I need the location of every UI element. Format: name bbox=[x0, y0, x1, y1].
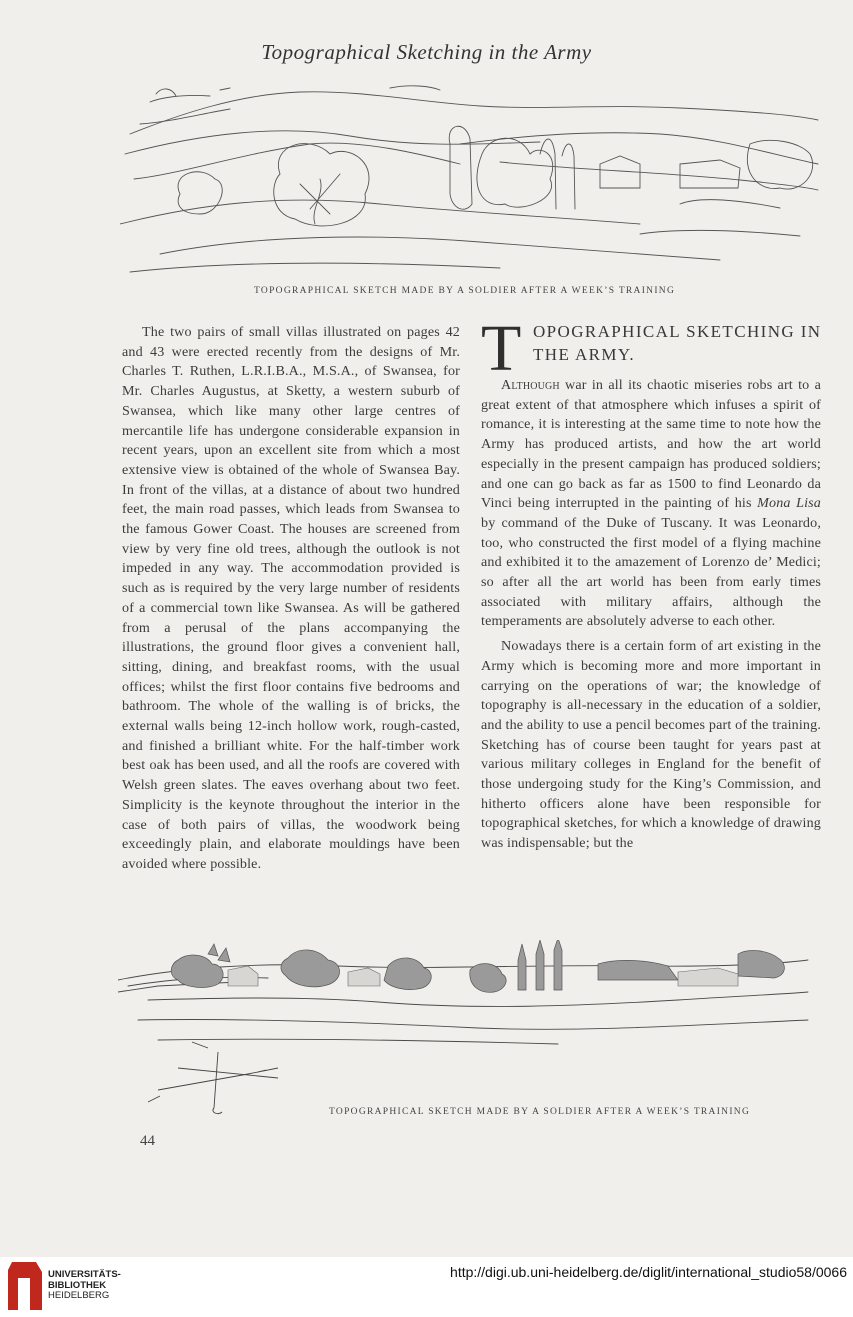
library-name-line: HEIDELBERG bbox=[48, 1290, 110, 1301]
article-title: OPOGRAPHICAL SKETCHING IN THE ARMY. bbox=[533, 322, 822, 364]
source-url-link[interactable]: http://digi.ub.uni-heidelberg.de/diglit/international_studio58/0066 bbox=[450, 1264, 847, 1280]
page-number: 44 bbox=[140, 1133, 155, 1149]
left-column-text: The two pairs of small villas illustrated on pages 42 and 43 were erected recently from the designs of Mr. Charles T. Ruthen, L.R.I.B.A., M.S.A., of Swansea, for Mr. Charles Augustus, at Sketty, a western suburb of Swansea, which like many other large centres of mercantile life has undergone considerable expansion in recent years, upon an excellent site from which a most extensive view is obtained of the whole of Swansea Bay. In front of the villas, at a distance of about two hundred feet, the main road passes, which leads from Swansea to the famous Gower Coast. The houses are screened from view by very fine old trees, although the outlook is not impeded in any way. The accommodation provided is such as is required by the very large number of residents of a commercial town like Swansea. As will be gathered from a perusal of the plans accompanying the illustrations, the ground floor gives a convenient hall, sitting, dining, and breakfast rooms, with the usual offices; whilst the first floor contains five bedrooms and bathroom. The whole of the walling is of bricks, the external walls being 12-inch hollow work, rough-casted, and finished a brilliant white. For the half-timber work best oak has been used, and all the roofs are covered with Welsh green slates. The eaves overhang about two feet. Simplicity is the keynote throughout the interior in the case of both pairs of villas, the woodwork being exceedingly plain, and elaborate mouldings have been avoided where possible. bbox=[122, 324, 460, 872]
top-landscape-sketch bbox=[120, 84, 820, 280]
right-column-text bbox=[481, 376, 821, 854]
library-name-line: BIBLIOTHEK bbox=[48, 1279, 107, 1291]
bottom-figure-caption: TOPOGRAPHICAL SKETCH MADE BY A SOLDIER AFTER A WEEK’S TRAINING bbox=[329, 1107, 751, 1117]
paragraph-text: by command of the Duke of Tuscany. It was Leonardo, too, who constructed the first model of a flying machine and exhibited it to the amazement of Lorenzo de’ Medici; so after all the art world has been from early times associated with military affairs, although the temperaments are absolutely adverse to each other. bbox=[481, 514, 821, 630]
library-name bbox=[48, 1270, 121, 1302]
top-figure-caption: TOPOGRAPHICAL SKETCH MADE BY A SOLDIER AFTER A WEEK’S TRAINING bbox=[254, 286, 676, 296]
library-name-line: UNIVERSITÄTS- bbox=[48, 1269, 121, 1280]
paragraph-text: war in all its chaotic miseries robs art to a great extent of that atmosphere which infuses a spirit of romance, it is interesting at the same time to note how the Army has produced artists, and how the art world especially in the present campaign has produced soldiers; and one can go back as far as 1500 to find Leonardo da Vinci being interrupted in the painting of his bbox=[481, 377, 821, 512]
bottom-landscape-sketch bbox=[118, 940, 818, 1120]
paragraph: Nowadays there is a certain form of art existing in the Army which is becoming more and more important in carrying on the operations of war; the knowledge of topography is all-necessary in the education of a soldier, and the ability to use a pencil becomes part of the training. Sketching has of course been taught for years past at various military colleges in England for the benefit of those undergoing study for the King’s Commission, and hitherto officers alone have been responsible for topographical sketches, for which a knowledge of drawing was indispensable; but the bbox=[481, 638, 821, 852]
paragraph bbox=[481, 376, 821, 632]
artwork-title: Mona Lisa bbox=[757, 495, 822, 512]
lead-word: Although bbox=[501, 377, 560, 393]
library-logo-icon bbox=[8, 1262, 44, 1310]
running-title: Topographical Sketching in the Army bbox=[261, 40, 592, 64]
drop-cap: T bbox=[481, 312, 522, 385]
